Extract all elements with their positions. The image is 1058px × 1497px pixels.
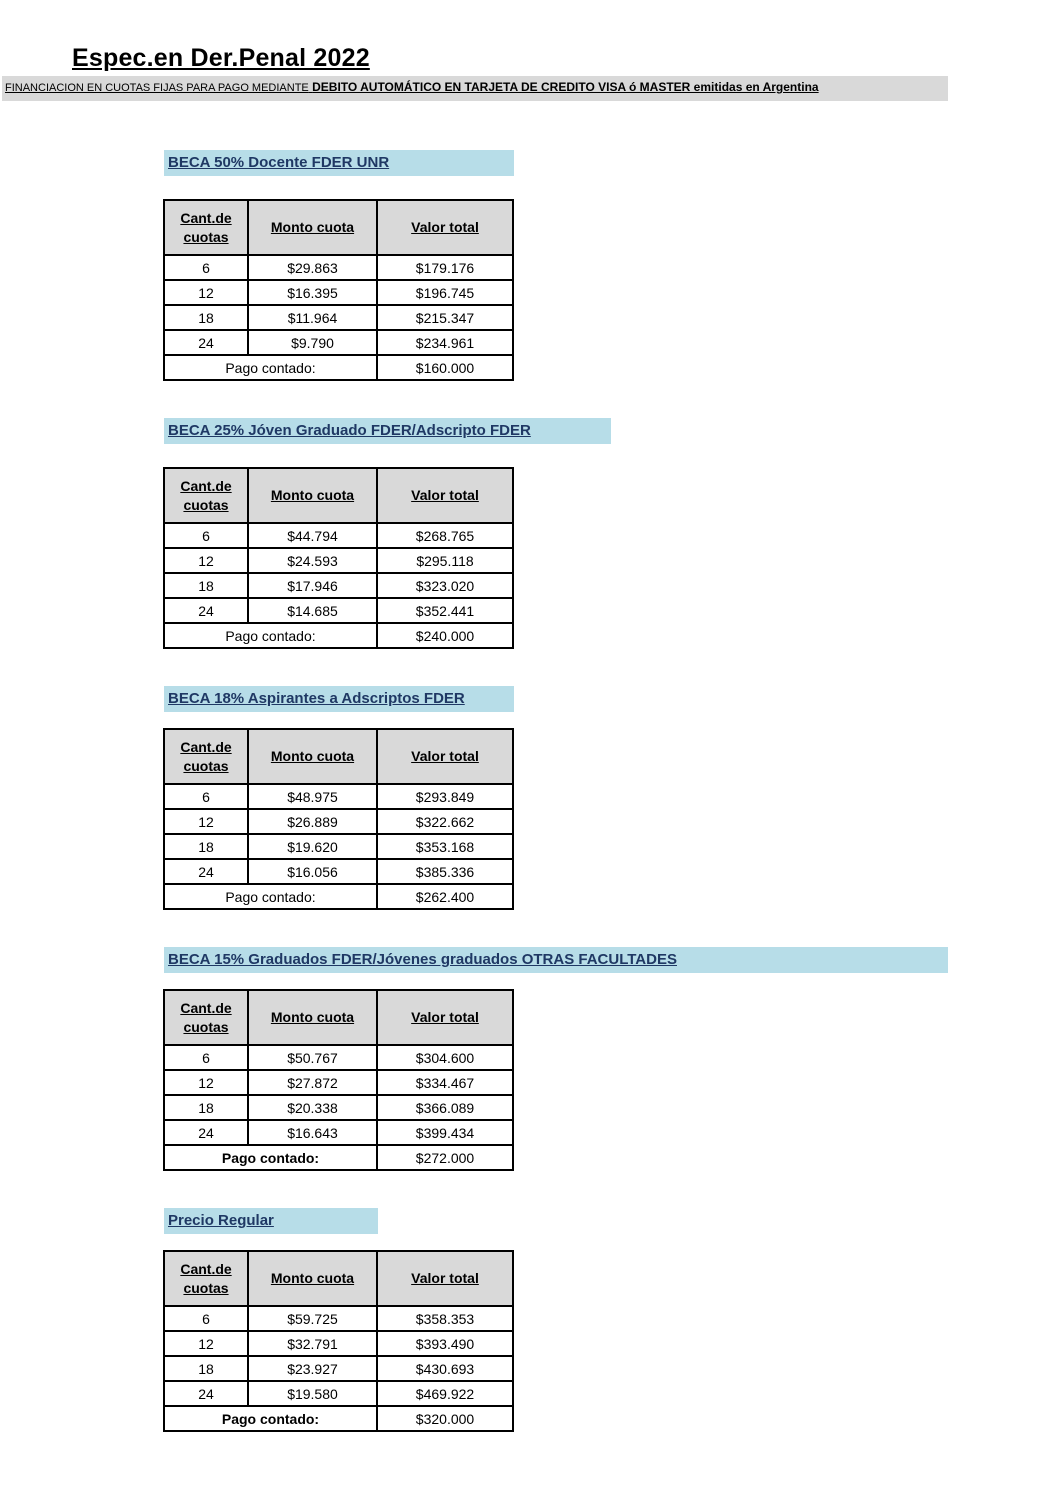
section-title: BECA 25% Jóven Graduado FDER/Adscripto FDER bbox=[168, 422, 531, 439]
cell-monto: $16.395 bbox=[248, 280, 377, 305]
table-row bbox=[164, 1095, 513, 1120]
cell-cuotas: 6 bbox=[164, 255, 248, 280]
header-cant-cuotas bbox=[164, 200, 248, 255]
header-valor-total: Valor total bbox=[377, 200, 513, 255]
cell-total: $295.118 bbox=[377, 548, 513, 573]
section-heading-precio-regular bbox=[164, 1208, 378, 1234]
page-title: Espec.en Der.Penal 2022 bbox=[72, 44, 370, 72]
cash-label: Pago contado: bbox=[164, 1145, 377, 1170]
section-title: BECA 50% Docente FDER UNR bbox=[168, 154, 390, 171]
cash-value: $160.000 bbox=[377, 355, 513, 380]
financing-table-beca-18 bbox=[163, 728, 514, 910]
cell-monto: $26.889 bbox=[248, 809, 377, 834]
header-line1: Cant.de bbox=[180, 999, 232, 1016]
header-cant-cuotas bbox=[164, 990, 248, 1045]
cell-monto: $19.620 bbox=[248, 834, 377, 859]
cell-total: $268.765 bbox=[377, 523, 513, 548]
table-row bbox=[164, 523, 513, 548]
cell-monto: $59.725 bbox=[248, 1306, 377, 1331]
cell-monto: $9.790 bbox=[248, 330, 377, 355]
cell-cuotas: 24 bbox=[164, 598, 248, 623]
table-row bbox=[164, 859, 513, 884]
subtitle-part1: FINANCIACION EN CUOTAS FIJAS PARA PAGO MEDIANTE bbox=[5, 82, 309, 94]
cash-value: $262.400 bbox=[377, 884, 513, 909]
cell-cuotas: 24 bbox=[164, 330, 248, 355]
header-monto-cuota: Monto cuota bbox=[248, 468, 377, 523]
cell-cuotas: 18 bbox=[164, 1095, 248, 1120]
cell-total: $469.922 bbox=[377, 1381, 513, 1406]
cell-monto: $17.946 bbox=[248, 573, 377, 598]
cell-total: $393.490 bbox=[377, 1331, 513, 1356]
table-row bbox=[164, 809, 513, 834]
financing-table-beca-25 bbox=[163, 467, 514, 649]
header-line2: cuotas bbox=[183, 757, 229, 774]
cell-cuotas: 18 bbox=[164, 305, 248, 330]
cell-total: $293.849 bbox=[377, 784, 513, 809]
cell-cuotas: 6 bbox=[164, 1306, 248, 1331]
header-valor-total: Valor total bbox=[377, 468, 513, 523]
table-header-row bbox=[164, 1251, 513, 1306]
financing-table-beca-50 bbox=[163, 199, 514, 381]
section-heading-beca-50 bbox=[164, 150, 514, 176]
section-title: BECA 18% Aspirantes a Adscriptos FDER bbox=[168, 690, 465, 707]
cash-row bbox=[164, 355, 513, 380]
table-row bbox=[164, 573, 513, 598]
table-row bbox=[164, 1356, 513, 1381]
cash-value: $320.000 bbox=[377, 1406, 513, 1431]
cell-cuotas: 12 bbox=[164, 548, 248, 573]
table-row bbox=[164, 1381, 513, 1406]
header-valor-total: Valor total bbox=[377, 990, 513, 1045]
table-row bbox=[164, 1070, 513, 1095]
cell-monto: $23.927 bbox=[248, 1356, 377, 1381]
cell-total: $352.441 bbox=[377, 598, 513, 623]
cell-total: $430.693 bbox=[377, 1356, 513, 1381]
cell-total: $385.336 bbox=[377, 859, 513, 884]
header-line1: Cant.de bbox=[180, 738, 232, 755]
header-monto-cuota: Monto cuota bbox=[248, 200, 377, 255]
header-monto-cuota: Monto cuota bbox=[248, 729, 377, 784]
cash-label: Pago contado: bbox=[164, 623, 377, 648]
cell-cuotas: 12 bbox=[164, 1070, 248, 1095]
cell-monto: $11.964 bbox=[248, 305, 377, 330]
table-row bbox=[164, 598, 513, 623]
cash-value: $240.000 bbox=[377, 623, 513, 648]
cell-cuotas: 12 bbox=[164, 809, 248, 834]
header-monto-cuota: Monto cuota bbox=[248, 990, 377, 1045]
header-line1: Cant.de bbox=[180, 1260, 232, 1277]
table-row bbox=[164, 1331, 513, 1356]
cash-label: Pago contado: bbox=[164, 1406, 377, 1431]
subtitle bbox=[5, 80, 819, 94]
cell-monto: $29.863 bbox=[248, 255, 377, 280]
cash-row bbox=[164, 623, 513, 648]
cash-value: $272.000 bbox=[377, 1145, 513, 1170]
cell-total: $399.434 bbox=[377, 1120, 513, 1145]
cash-label: Pago contado: bbox=[164, 355, 377, 380]
cell-total: $366.089 bbox=[377, 1095, 513, 1120]
cell-monto: $14.685 bbox=[248, 598, 377, 623]
cell-monto: $19.580 bbox=[248, 1381, 377, 1406]
header-line2: cuotas bbox=[183, 496, 229, 513]
cell-total: $304.600 bbox=[377, 1045, 513, 1070]
table-header-row bbox=[164, 990, 513, 1045]
table-row bbox=[164, 1306, 513, 1331]
table-row bbox=[164, 548, 513, 573]
cell-total: $322.662 bbox=[377, 809, 513, 834]
header-cant-cuotas bbox=[164, 1251, 248, 1306]
table-row bbox=[164, 330, 513, 355]
cell-total: $196.745 bbox=[377, 280, 513, 305]
cell-monto: $27.872 bbox=[248, 1070, 377, 1095]
cell-monto: $16.056 bbox=[248, 859, 377, 884]
section-heading-beca-18 bbox=[164, 686, 514, 712]
section-title: BECA 15% Graduados FDER/Jóvenes graduados OTRAS FACULTADES bbox=[168, 951, 677, 968]
header-line2: cuotas bbox=[183, 1279, 229, 1296]
table-row bbox=[164, 280, 513, 305]
financing-table-beca-15 bbox=[163, 989, 514, 1171]
cell-monto: $20.338 bbox=[248, 1095, 377, 1120]
header-line2: cuotas bbox=[183, 1018, 229, 1035]
cell-cuotas: 12 bbox=[164, 280, 248, 305]
cell-cuotas: 24 bbox=[164, 1120, 248, 1145]
cash-row bbox=[164, 1406, 513, 1431]
cell-cuotas: 24 bbox=[164, 1381, 248, 1406]
table-row bbox=[164, 255, 513, 280]
header-valor-total: Valor total bbox=[377, 1251, 513, 1306]
header-line1: Cant.de bbox=[180, 209, 232, 226]
cell-monto: $44.794 bbox=[248, 523, 377, 548]
cash-row bbox=[164, 884, 513, 909]
header-line1: Cant.de bbox=[180, 477, 232, 494]
table-row bbox=[164, 784, 513, 809]
header-cant-cuotas bbox=[164, 468, 248, 523]
section-heading-beca-15 bbox=[164, 947, 948, 973]
financing-table-precio-regular bbox=[163, 1250, 514, 1432]
table-header-row bbox=[164, 468, 513, 523]
cell-total: $334.467 bbox=[377, 1070, 513, 1095]
table-row bbox=[164, 305, 513, 330]
header-cant-cuotas bbox=[164, 729, 248, 784]
header-line2: cuotas bbox=[183, 228, 229, 245]
cash-row bbox=[164, 1145, 513, 1170]
cash-label: Pago contado: bbox=[164, 884, 377, 909]
cell-monto: $50.767 bbox=[248, 1045, 377, 1070]
cell-monto: $32.791 bbox=[248, 1331, 377, 1356]
cell-monto: $48.975 bbox=[248, 784, 377, 809]
table-row bbox=[164, 1045, 513, 1070]
table-header-row bbox=[164, 200, 513, 255]
cell-total: $323.020 bbox=[377, 573, 513, 598]
cell-cuotas: 24 bbox=[164, 859, 248, 884]
cell-cuotas: 18 bbox=[164, 1356, 248, 1381]
cell-monto: $24.593 bbox=[248, 548, 377, 573]
cell-cuotas: 12 bbox=[164, 1331, 248, 1356]
cell-total: $215.347 bbox=[377, 305, 513, 330]
section-heading-beca-25 bbox=[164, 418, 611, 444]
cell-total: $358.353 bbox=[377, 1306, 513, 1331]
cell-cuotas: 18 bbox=[164, 834, 248, 859]
section-title: Precio Regular bbox=[168, 1212, 274, 1229]
table-row bbox=[164, 834, 513, 859]
cell-total: $353.168 bbox=[377, 834, 513, 859]
cell-cuotas: 6 bbox=[164, 784, 248, 809]
header-monto-cuota: Monto cuota bbox=[248, 1251, 377, 1306]
subtitle-part2: DEBITO AUTOMÁTICO EN TARJETA DE CREDITO VISA ó MASTER emitidas en Argentina bbox=[312, 80, 819, 94]
cell-cuotas: 6 bbox=[164, 523, 248, 548]
cell-total: $234.961 bbox=[377, 330, 513, 355]
header-valor-total: Valor total bbox=[377, 729, 513, 784]
cell-cuotas: 18 bbox=[164, 573, 248, 598]
cell-cuotas: 6 bbox=[164, 1045, 248, 1070]
table-header-row bbox=[164, 729, 513, 784]
cell-monto: $16.643 bbox=[248, 1120, 377, 1145]
table-row bbox=[164, 1120, 513, 1145]
cell-total: $179.176 bbox=[377, 255, 513, 280]
